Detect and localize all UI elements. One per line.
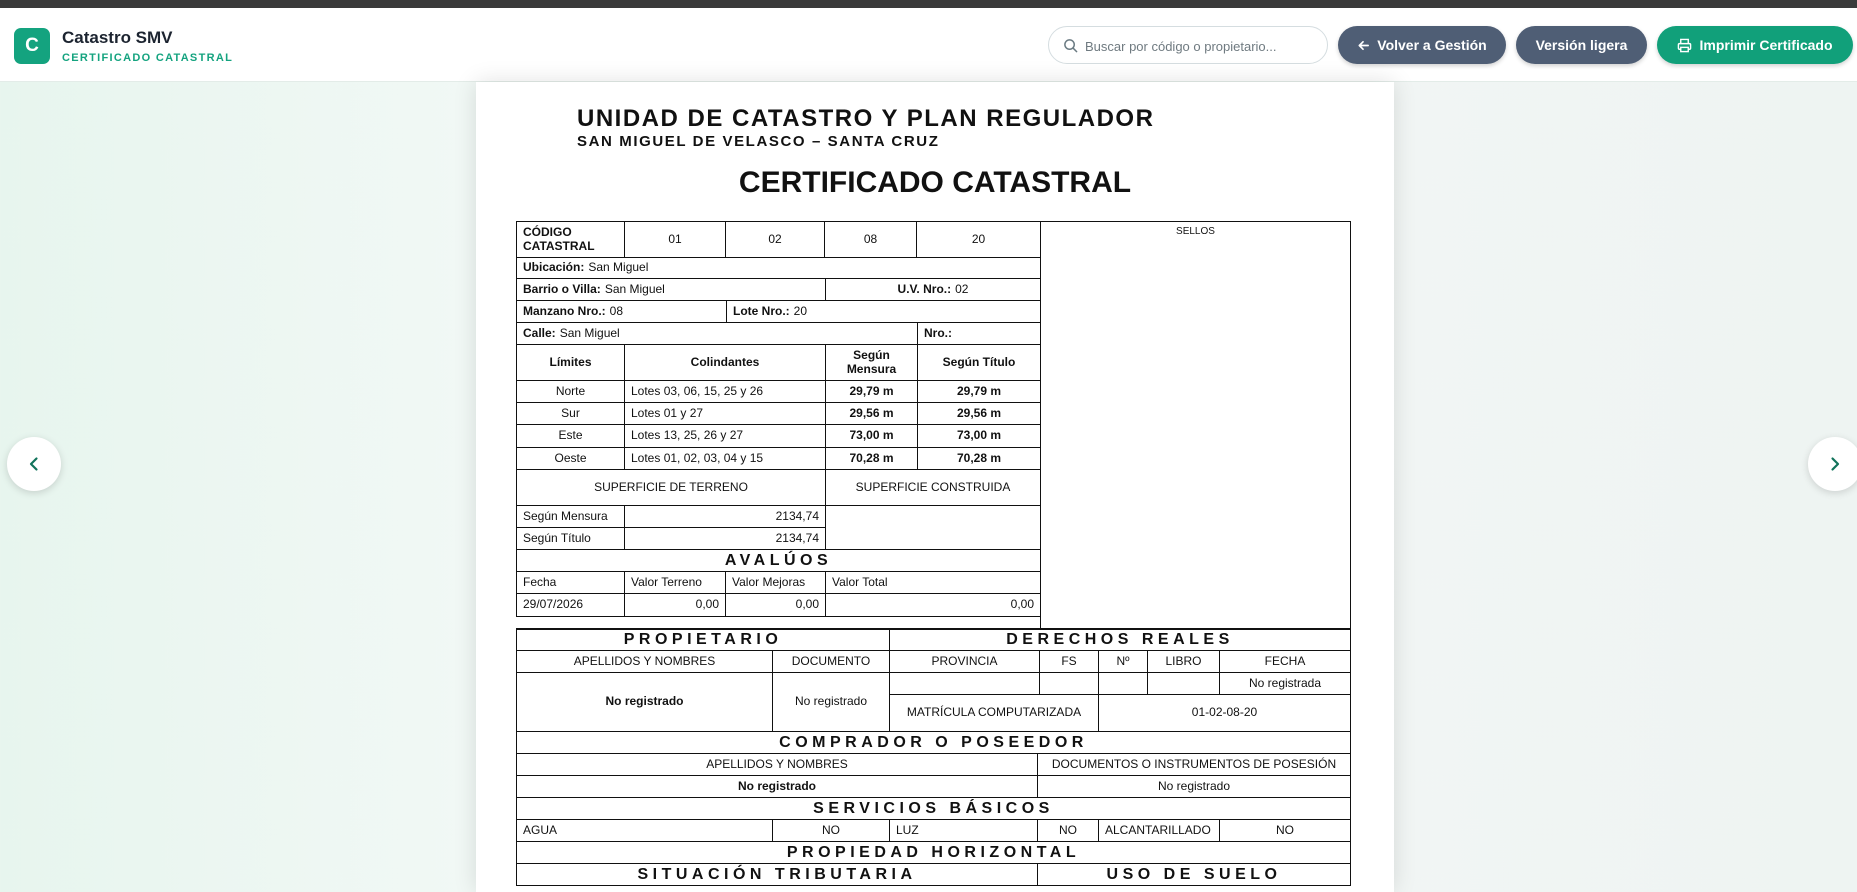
avaluo-mejoras: 0,00 <box>725 593 826 617</box>
limites-header: Límites <box>516 344 625 381</box>
limit-mensura: 73,00 m <box>825 424 918 448</box>
servicio-value: NO <box>772 819 890 842</box>
uso-suelo-title: USO DE SUELO <box>1037 863 1351 886</box>
avaluo-total: 0,00 <box>825 593 1041 617</box>
limit-titulo: 29,79 m <box>917 380 1041 403</box>
comprador-title: COMPRADOR O POSEEDOR <box>516 731 1351 754</box>
avaluo-terreno: 0,00 <box>624 593 726 617</box>
barrio-cell <box>516 278 826 301</box>
manzano-cell <box>516 300 727 323</box>
nro-cell <box>917 322 1041 345</box>
light-version-label: Versión ligera <box>1535 37 1628 53</box>
search-icon <box>1063 38 1078 53</box>
sellos-label: SELLOS <box>1176 226 1215 237</box>
superficie-construida-value <box>825 505 1041 550</box>
print-button-label: Imprimir Certificado <box>1699 37 1833 53</box>
prop-nombres-header: APELLIDOS Y NOMBRES <box>516 650 773 673</box>
limit-titulo: 70,28 m <box>917 447 1041 470</box>
dr-provincia-value <box>889 672 1040 695</box>
avaluo-header: Valor Total <box>825 571 1041 594</box>
sup-mensura-label: Según Mensura <box>516 505 625 528</box>
back-button-label: Volver a Gestión <box>1377 37 1487 53</box>
servicio-name: AGUA <box>516 819 773 842</box>
print-certificate-button[interactable] <box>1657 26 1853 64</box>
limit-direction: Norte <box>516 380 625 403</box>
arrow-left-icon <box>1357 39 1370 52</box>
derechos-title: DERECHOS REALES <box>889 628 1351 651</box>
prop-documento-header: DOCUMENTO <box>772 650 890 673</box>
limit-direction: Este <box>516 424 625 448</box>
dr-fs-value <box>1039 672 1099 695</box>
back-to-management-button[interactable] <box>1338 26 1506 64</box>
limit-mensura: 70,28 m <box>825 447 918 470</box>
avaluo-header: Fecha <box>516 571 625 594</box>
app-subtitle: CERTIFICADO CATASTRAL <box>62 52 234 64</box>
comprador-docs-value: No registrado <box>1037 775 1351 798</box>
comprador-nombres-value: No registrado <box>516 775 1038 798</box>
colindantes-header: Colindantes <box>624 344 826 381</box>
search-input[interactable] <box>1085 35 1315 57</box>
code-part: 20 <box>916 221 1041 258</box>
calle-value: San Miguel <box>559 325 620 340</box>
limit-mensura: 29,79 m <box>825 380 918 403</box>
situacion-tributaria-title: SITUACIÓN TRIBUTARIA <box>516 863 1038 886</box>
limit-titulo: 73,00 m <box>917 424 1041 448</box>
dr-libro-value <box>1147 672 1220 695</box>
sup-titulo-label: Según Título <box>516 527 625 550</box>
lote-label: Lote Nro.: <box>733 303 790 318</box>
nro-label: Nro.: <box>924 325 952 340</box>
prop-nombres-value: No registrado <box>516 672 773 732</box>
mensura-header: Según Mensura <box>825 344 918 381</box>
ubicacion-value: San Miguel <box>588 260 649 275</box>
dr-header: LIBRO <box>1147 650 1220 673</box>
servicio-name: LUZ <box>889 819 1038 842</box>
dr-header: FS <box>1039 650 1099 673</box>
matricula-label: MATRÍCULA COMPUTARIZADA <box>889 694 1099 732</box>
calle-label: Calle: <box>523 325 556 340</box>
dr-header: Nº <box>1098 650 1148 673</box>
limit-titulo: 29,56 m <box>917 402 1041 425</box>
limit-colindantes: Lotes 03, 06, 15, 25 y 26 <box>624 380 826 403</box>
org-location: SAN MIGUEL DE VELASCO – SANTA CRUZ <box>577 133 940 150</box>
matricula-value: 01-02-08-20 <box>1098 694 1351 732</box>
comprador-docs-header: DOCUMENTOS O INSTRUMENTOS DE POSESIÓN <box>1037 753 1351 776</box>
dr-header: FECHA <box>1219 650 1351 673</box>
barrio-value: San Miguel <box>604 281 665 296</box>
uv-label: U.V. Nro.: <box>897 281 952 296</box>
dr-fecha-value: No registrada <box>1219 672 1351 695</box>
servicio-value: NO <box>1037 819 1099 842</box>
dr-header: PROVINCIA <box>889 650 1040 673</box>
limit-colindantes: Lotes 13, 25, 26 y 27 <box>624 424 826 448</box>
code-label: CÓDIGO CATASTRAL <box>516 221 625 258</box>
titulo-header: Según Título <box>917 344 1041 381</box>
avaluo-header: Valor Terreno <box>624 571 726 594</box>
chevron-right-icon <box>1827 456 1843 472</box>
sup-titulo-value: 2134,74 <box>624 527 826 550</box>
servicio-name: ALCANTARILLADO <box>1098 819 1220 842</box>
propietario-title: PROPIETARIO <box>516 628 890 651</box>
servicios-title: SERVICIOS BÁSICOS <box>516 797 1351 820</box>
manzano-value: 08 <box>609 303 624 318</box>
sellos-box <box>1040 221 1351 629</box>
uv-value: 02 <box>955 281 969 296</box>
barrio-label: Barrio o Villa: <box>523 281 601 296</box>
chevron-left-icon <box>26 456 42 472</box>
certificate-sheet <box>476 82 1394 892</box>
app-logo: C <box>14 28 50 64</box>
dr-numero-value <box>1098 672 1148 695</box>
limit-colindantes: Lotes 01, 02, 03, 04 y 15 <box>624 447 826 470</box>
ubicacion-label: Ubicación: <box>523 260 585 275</box>
ubicacion-row <box>516 257 1041 279</box>
certificate-title: CERTIFICADO CATASTRAL <box>738 166 1132 199</box>
code-part: 02 <box>725 221 825 258</box>
uv-cell <box>825 278 1041 301</box>
printer-icon <box>1677 38 1692 53</box>
lote-value: 20 <box>793 303 808 318</box>
limit-direction: Sur <box>516 402 625 425</box>
superficie-terreno-header: SUPERFICIE DE TERRENO <box>516 469 826 506</box>
code-part: 01 <box>624 221 726 258</box>
previous-arrow-button[interactable] <box>7 437 61 491</box>
next-arrow-button[interactable] <box>1808 437 1857 491</box>
limit-colindantes: Lotes 01 y 27 <box>624 402 826 425</box>
code-part: 08 <box>824 221 917 258</box>
lote-cell <box>726 300 1041 323</box>
search-box[interactable] <box>1048 26 1328 64</box>
light-version-button[interactable] <box>1516 26 1647 64</box>
avaluo-header: Valor Mejoras <box>725 571 826 594</box>
servicio-value: NO <box>1219 819 1351 842</box>
prop-documento-value: No registrado <box>772 672 890 732</box>
limit-direction: Oeste <box>516 447 625 470</box>
org-title: UNIDAD DE CATASTRO Y PLAN REGULADOR <box>577 105 1155 132</box>
comprador-nombres-header: APELLIDOS Y NOMBRES <box>516 753 1038 776</box>
sup-mensura-value: 2134,74 <box>624 505 826 528</box>
propiedad-horizontal-title: PROPIEDAD HORIZONTAL <box>516 841 1351 864</box>
app-title: Catastro SMV <box>62 28 173 47</box>
window-top-strip <box>0 0 1857 8</box>
avaluo-fecha: 29/07/2026 <box>516 593 625 617</box>
app-header <box>0 8 1857 82</box>
limit-mensura: 29,56 m <box>825 402 918 425</box>
superficie-construida-header: SUPERFICIE CONSTRUIDA <box>825 469 1041 506</box>
calle-cell <box>516 322 918 345</box>
manzano-label: Manzano Nro.: <box>523 303 606 318</box>
avaluos-title: AVALÚOS <box>516 549 1041 572</box>
